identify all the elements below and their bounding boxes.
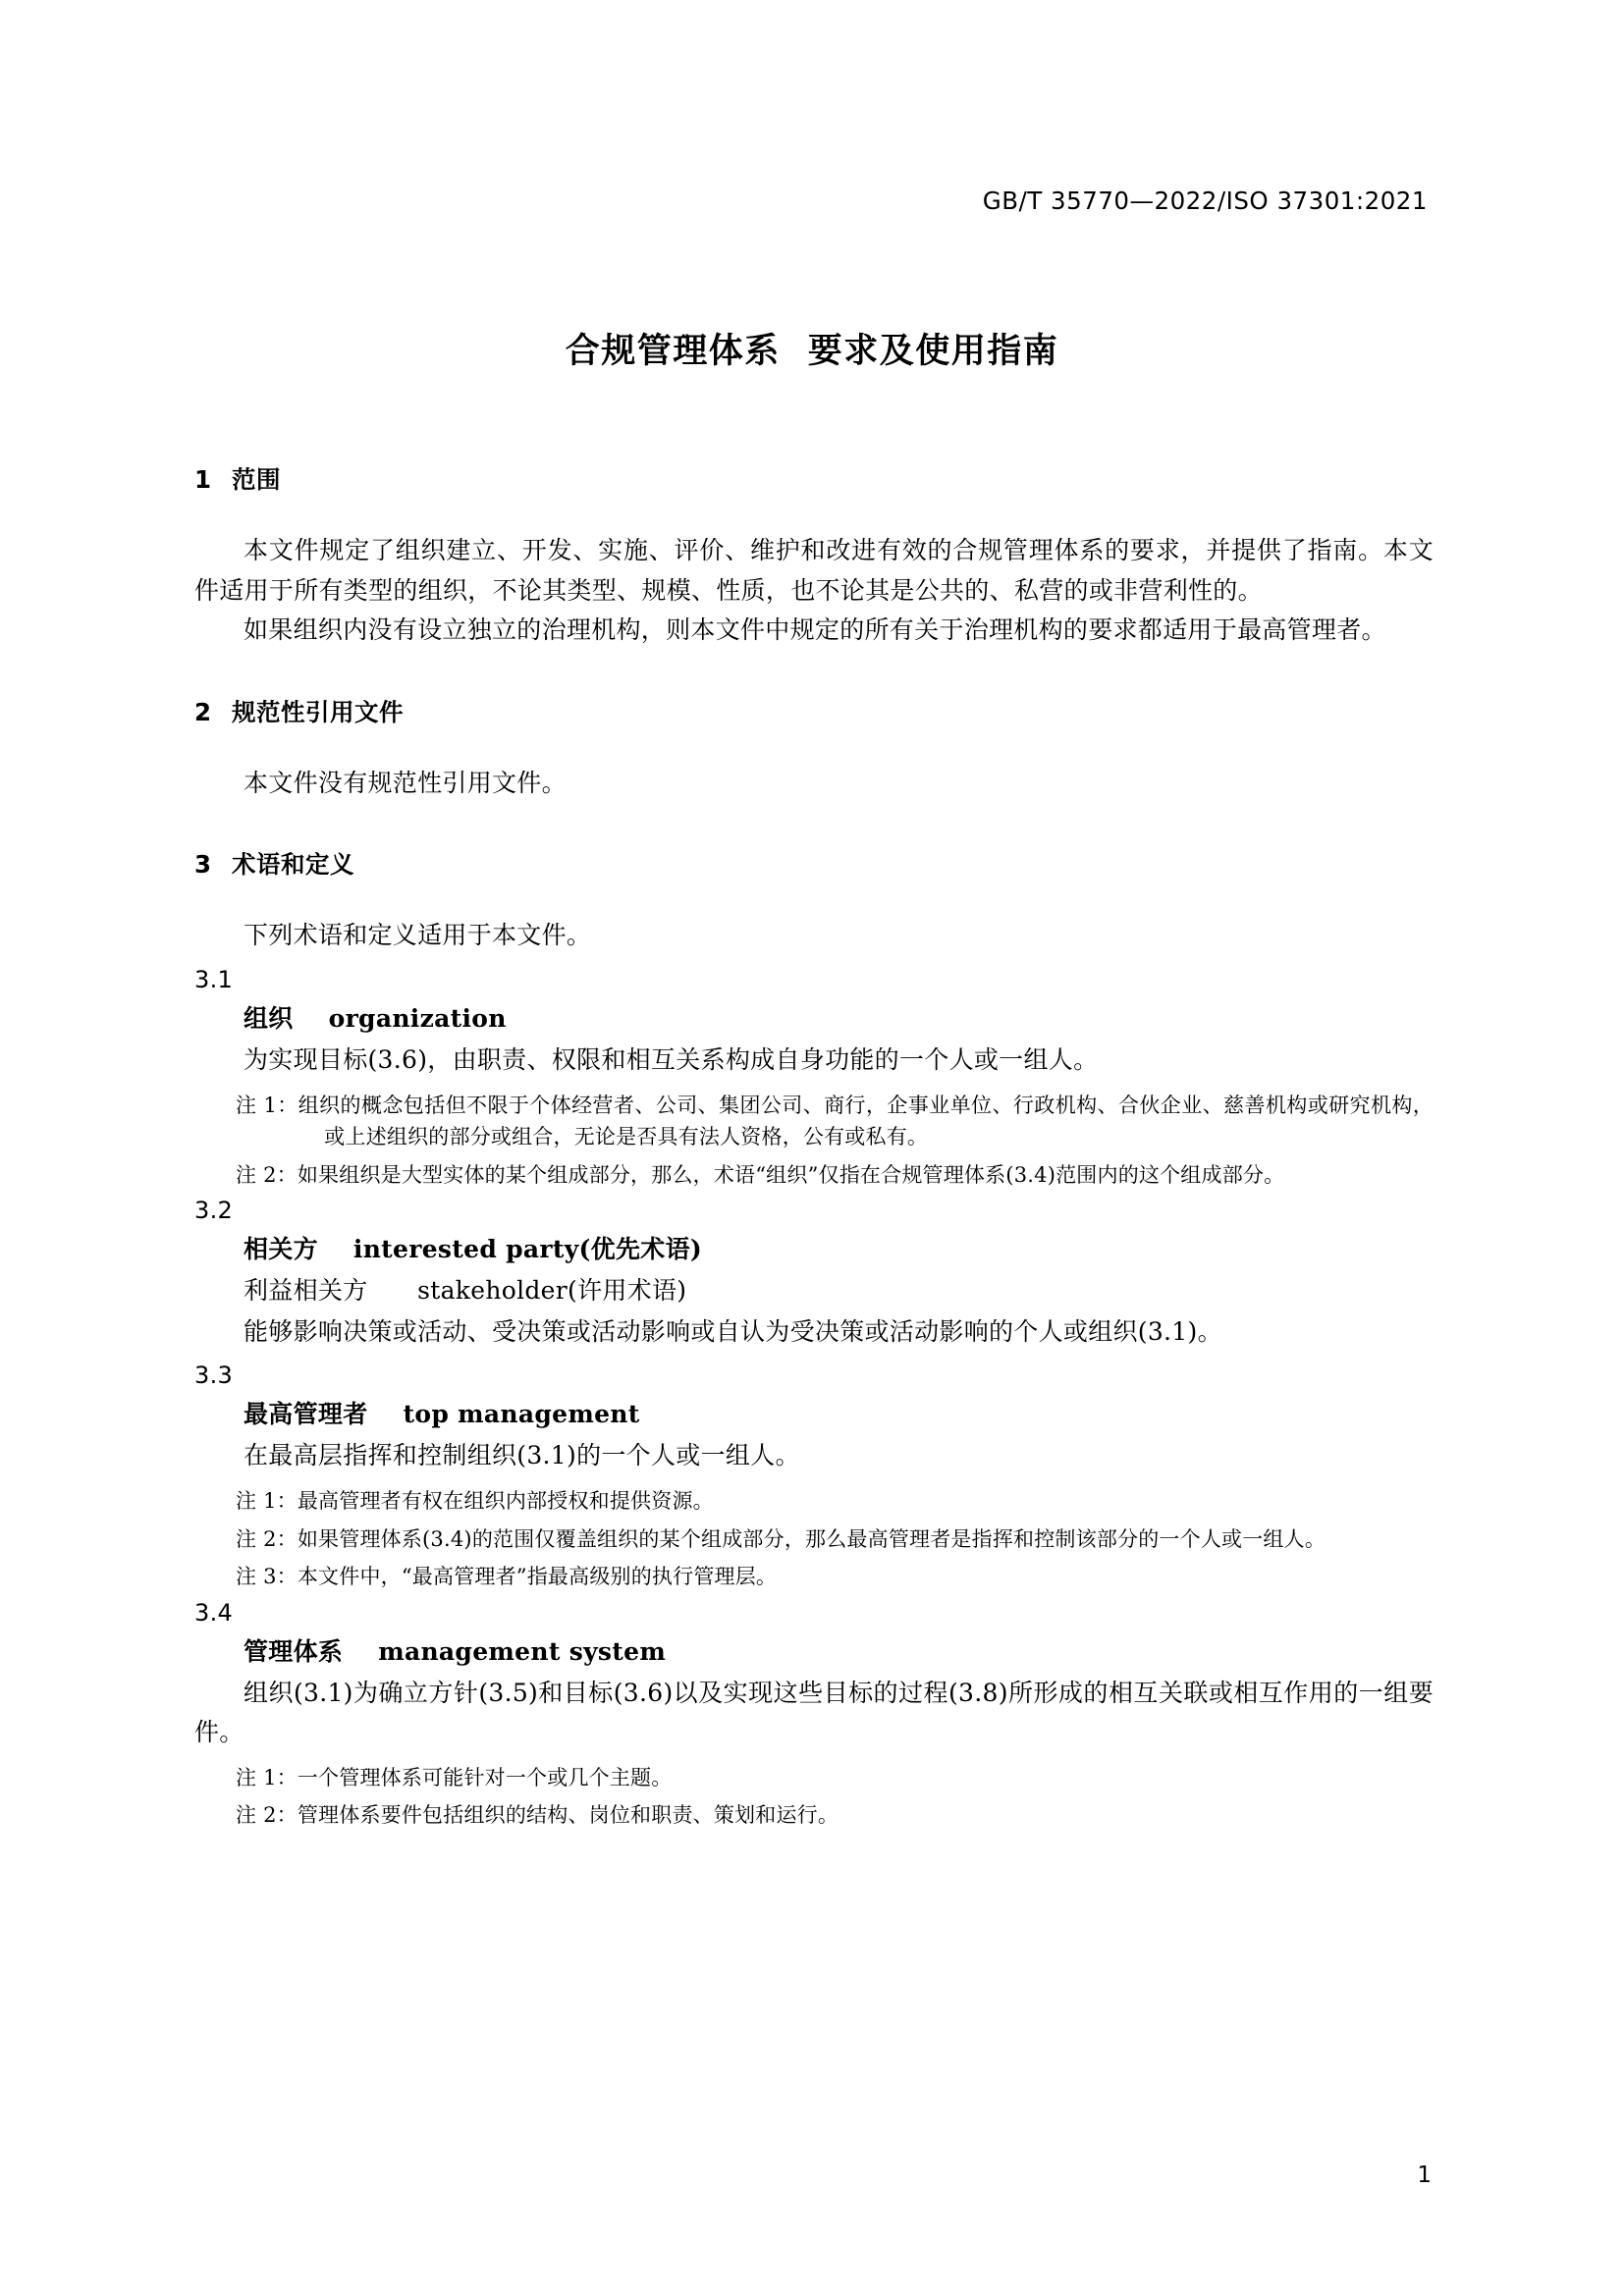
term-number-3-3: 3.3	[194, 1362, 234, 1390]
term-name-en-3-4: management system	[378, 1636, 667, 1666]
term-name-3-1	[244, 999, 1434, 1035]
term-name-cn-3-3: 最高管理者	[244, 1400, 368, 1429]
term-name-cn-3-1: 组织	[244, 1003, 294, 1033]
term-name-en-3-2: interested party(优先术语)	[352, 1235, 703, 1264]
term-note-3-4-2	[236, 1799, 1434, 1832]
clause-title-1: 范围	[232, 465, 281, 494]
term-definition-3-4: 组织(3.1)为确立方针(3.5)和目标(3.6)以及实现这些目标的过程(3.8)所形成的相互关联或相互作用的一组要件。	[194, 1678, 1434, 1746]
term-name-en-3-3: top management	[403, 1400, 640, 1429]
note-label: 注 2：	[236, 1803, 298, 1828]
note-text: 组织的概念包括但不限于个体经营者、公司、集团公司、商行，企事业单位、行政机构、合伙企业、慈善机构或研究机构，或上述组织的部分或组合，无论是否具有法人资格，公有或私有。	[298, 1093, 1435, 1149]
note-label: 注 1：	[236, 1489, 298, 1514]
term-note-3-1-2	[236, 1159, 1434, 1192]
term-name-en-3-1: organization	[328, 1003, 507, 1033]
term-name-3-3	[244, 1395, 1434, 1430]
clause-number-1: 1	[194, 465, 212, 494]
clause-number-2: 2	[194, 697, 212, 726]
term-name-3-4	[244, 1632, 1434, 1668]
clause-title-2: 规范性引用文件	[232, 697, 404, 726]
term-note-3-4-1	[236, 1762, 1434, 1794]
term-note-3-3-2	[236, 1523, 1434, 1556]
clause-heading-3	[194, 846, 1434, 881]
clause-heading-2	[194, 694, 1434, 728]
clause-heading-1	[194, 461, 1434, 496]
clause-number-3: 3	[194, 850, 212, 879]
term-note-3-3-3	[236, 1561, 1434, 1593]
term-note-3-3-1	[236, 1485, 1434, 1518]
note-label: 注 2：	[236, 1526, 298, 1551]
term-number-3-4: 3.4	[194, 1598, 234, 1627]
clause-3-paragraph-1: 下列术语和定义适用于本文件。	[244, 921, 592, 949]
page-title-part2: 要求及使用指南	[807, 332, 1059, 371]
note-text: 如果管理体系(3.4)的范围仅覆盖组织的某个组成部分，那么最高管理者是指挥和控制该部分的一个人或一组人。	[297, 1526, 1326, 1551]
page-title	[0, 324, 1624, 373]
document-body	[194, 461, 1434, 1832]
clause-title-3: 术语和定义	[232, 850, 354, 879]
term-alt-3-2: 利益相关方 stakeholder(许用术语)	[244, 1276, 687, 1306]
term-name-cn-3-4: 管理体系	[244, 1636, 344, 1666]
note-label: 注 2：	[236, 1162, 298, 1187]
note-label: 注 3：	[236, 1565, 298, 1589]
clause-2-paragraph-1: 本文件没有规范性引用文件。	[244, 768, 567, 797]
term-name-3-2	[244, 1230, 1434, 1265]
term-number-3-2: 3.2	[194, 1197, 234, 1225]
note-label: 注 1：	[236, 1765, 298, 1789]
note-label: 注 1：	[236, 1093, 298, 1117]
term-definition-3-3: 在最高层指挥和控制组织(3.1)的一个人或一组人。	[244, 1441, 800, 1470]
note-text: 本文件中，“最高管理者”指最高级别的执行管理层。	[297, 1565, 778, 1589]
clause-1-paragraph-2: 如果组织内没有设立独立的治理机构，则本文件中规定的所有关于治理机构的要求都适用于最高管理者。	[244, 615, 1386, 644]
page-number: 1	[1417, 2163, 1432, 2188]
note-text: 管理体系要件包括组织的结构、岗位和职责、策划和运行。	[297, 1803, 839, 1828]
note-text: 一个管理体系可能针对一个或几个主题。	[297, 1765, 673, 1789]
term-definition-3-1: 为实现目标(3.6)，由职责、权限和相互关系构成自身功能的一个人或一组人。	[244, 1044, 1099, 1074]
clause-1-paragraph-1: 本文件规定了组织建立、开发、实施、评价、维护和改进有效的合规管理体系的要求，并提供了指南。本文件适用于所有类型的组织，不论其类型、规模、性质，也不论其是公共的、私营的或非营利性的。	[194, 536, 1434, 605]
note-text: 最高管理者有权在组织内部授权和提供资源。	[297, 1489, 714, 1514]
term-name-cn-3-2: 相关方	[244, 1235, 318, 1264]
page-header-standard-ref: GB/T 35770—2022/ISO 37301:2021	[982, 187, 1428, 215]
term-number-3-1: 3.1	[194, 965, 234, 993]
term-note-3-1-1	[236, 1090, 1434, 1153]
page-title-part1: 合规管理体系	[565, 332, 781, 371]
note-text: 如果组织是大型实体的某个组成部分，那么，术语“组织”仅指在合规管理体系(3.4)范围内的这个组成部分。	[297, 1162, 1285, 1187]
term-definition-3-2: 能够影响决策或活动、受决策或活动影响或自认为受决策或活动影响的个人或组织(3.1)。	[244, 1317, 1222, 1347]
